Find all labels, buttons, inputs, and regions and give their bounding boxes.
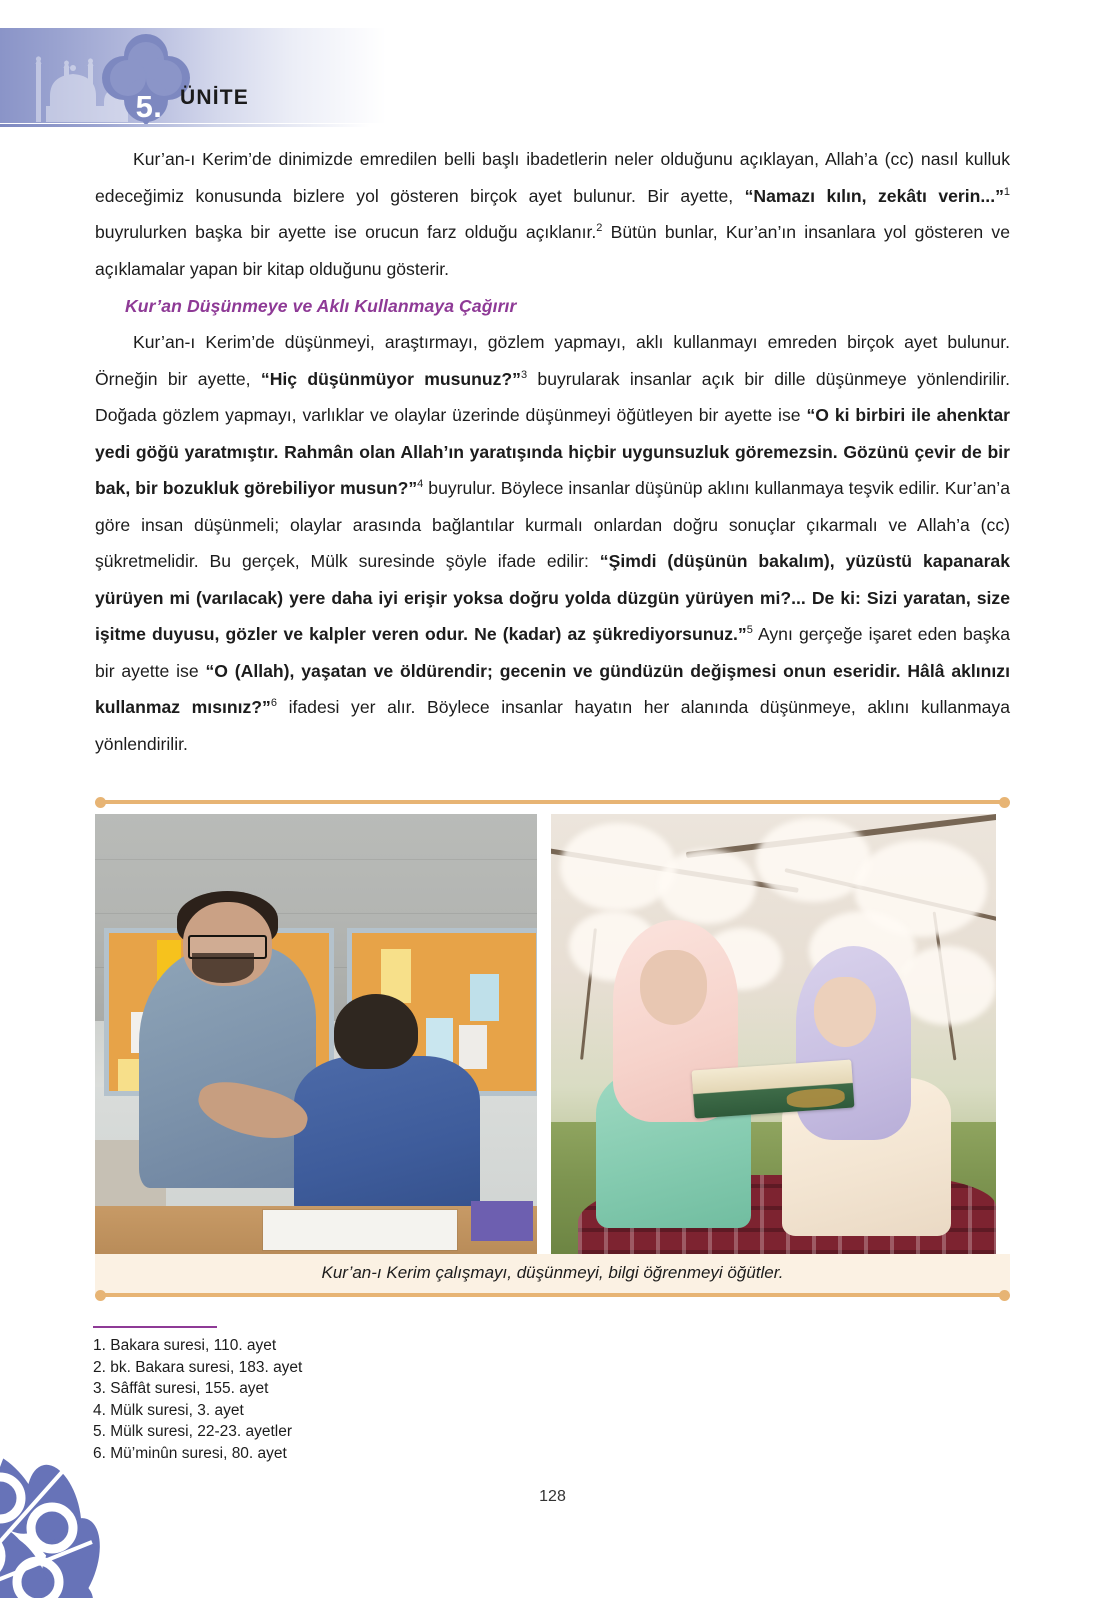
par1-seg2: buyrulurken başka bir ayette ise orucun farz olduğu açıklanır. [95, 222, 597, 242]
paragraph-intro [95, 141, 1010, 287]
figure-bottom-rule [103, 1293, 1002, 1297]
footnote-item: 2. bk. Bakara suresi, 183. ayet [93, 1358, 303, 1376]
section-heading: Kur’an Düşünmeye ve Aklı Kullanmaya Çağırır [125, 296, 517, 316]
par2-seg2: buyrularak insanlar açık bir dille düşünmeye yönlendirilir. Doğada gözlem yapmayı, varlıklar ve olaylar üzerinde düşünmeyi öğütleyen bir ayette ise [95, 368, 1010, 425]
paragraph-main [95, 324, 1010, 762]
open-notebook [263, 1210, 457, 1250]
par2-quote3: “Şimdi (düşünün bakalım), yüzüstü kapanarak yürüyen mi (varılacak) yere daha iyi erişir yoksa doğru yolda düzgün yürüyen mi?... De ki: Sizi yaratan, size işitme duyusu, gözler ve kalpler veren odur. Ne (kadar) az şükrediyorsunuz.” [95, 551, 1010, 644]
par1-seg1: Kur’an-ı Kerim’de dinimizde emredilen belli başlı ibadetlerin neler olduğunu açıklayan, Allah’a (cc) nasıl kulluk edeceğimiz konusunda bizlere yol gösteren birçok ayet bulunur. Bir ayette, [95, 149, 1010, 206]
par2-quote4: “O (Allah), yaşatan ve öldürendir; gecenin ve gündüzün değişmesi onun eseridir. Hâlâ aklınızı kullanmaz mısınız?” [95, 660, 1010, 717]
par2-seg5: ifadesi yer alır. Böylece insanlar hayatın her alanında düşünmeye, aklını kullanmaya yönlendirilir. [95, 697, 1010, 754]
par1-seg3: Bütün bunlar, Kur’an’ın insanlara yol gösteren ve açıklamalar yapan bir kitap olduğunu gösterir. [95, 222, 1010, 279]
girl-right-face [814, 977, 876, 1047]
girl-left-face [640, 950, 707, 1025]
par1-quote1: “Namazı kılın, zekâtı verin...” [744, 185, 1004, 206]
unit-header [0, 0, 1105, 128]
footnote-item: 5. Mülk suresi, 22-23. ayetler [93, 1423, 293, 1440]
figure-top-rule [103, 800, 1002, 804]
footnote-item: 6. Mü’minûn suresi, 80. ayet [93, 1444, 287, 1462]
par1-ref2: 2 [596, 222, 603, 235]
par2-quote2: “O ki birbiri ile ahenktar yedi göğü yaratmıştır. Rahmân olan Allah’ın yaratışında hiçbir uygunsuzluk göremezsin. Gözünü çevir de bir bak, bir bozukluk görebiliyor musun?” [95, 405, 1010, 498]
student-torso [294, 1056, 480, 1214]
header-divider-rule [0, 124, 370, 127]
unit-label: ÜNİTE [180, 86, 249, 109]
quran-gold-ornament [786, 1087, 845, 1108]
footnote-separator-rule [93, 1326, 217, 1328]
par2-quote1: “Hiç düşünmüyor musunuz?” [260, 368, 521, 389]
par2-ref2: 4 [417, 478, 424, 491]
par2-ref3: 5 [746, 624, 753, 637]
par2-ref1: 3 [520, 368, 528, 381]
footnote-item: 1. Bakara suresi, 110. ayet [93, 1337, 277, 1354]
footnotes-block [93, 1326, 593, 1464]
page-content [95, 141, 1010, 762]
figure-block [95, 800, 1010, 1297]
page-number: 128 [539, 1488, 566, 1505]
par2-seg3: buyrulur. Böylece insanlar düşünüp aklını kullanmaya teşvik edilir. Kur’an’a göre insan düşünmeli; olaylar arasında bağlantılar kurmalı onlardan doğru sonuçlar çıkarmalı ve Allah’a (cc) şükretmelidir. Bu gerçek, Mülk suresinde şöyle ifade edilir: [95, 478, 1010, 571]
par2-ref4: 6 [270, 697, 277, 710]
unit-number: 5. [135, 88, 163, 124]
student-hair [334, 994, 418, 1069]
photo-row [95, 814, 1010, 1254]
classroom-teacher-student-photo [95, 814, 537, 1254]
par1-ref1: 1 [1003, 185, 1010, 198]
girls-reading-quran-garden-photo [551, 814, 996, 1254]
par2-seg4: Aynı gerçeğe işaret eden başka bir ayette ise [95, 624, 1010, 681]
footnote-item: 4. Mülk suresi, 3. ayet [93, 1401, 244, 1419]
purple-folder [471, 1201, 533, 1241]
footnote-item: 3. Sâffât suresi, 155. ayet [93, 1380, 269, 1397]
par2-seg1: Kur’an-ı Kerim’de düşünmeyi, araştırmayı, gözlem yapmayı, aklı kullanmayı emreden birçok ayet bulunur. Örneğin bir ayette, [95, 332, 1010, 389]
figure-caption: Kur’an-ı Kerim çalışmayı, düşünmeyi, bilgi öğrenmeyi öğütler. [95, 1254, 1010, 1293]
floral-corner-ornament-icon [0, 1432, 132, 1602]
